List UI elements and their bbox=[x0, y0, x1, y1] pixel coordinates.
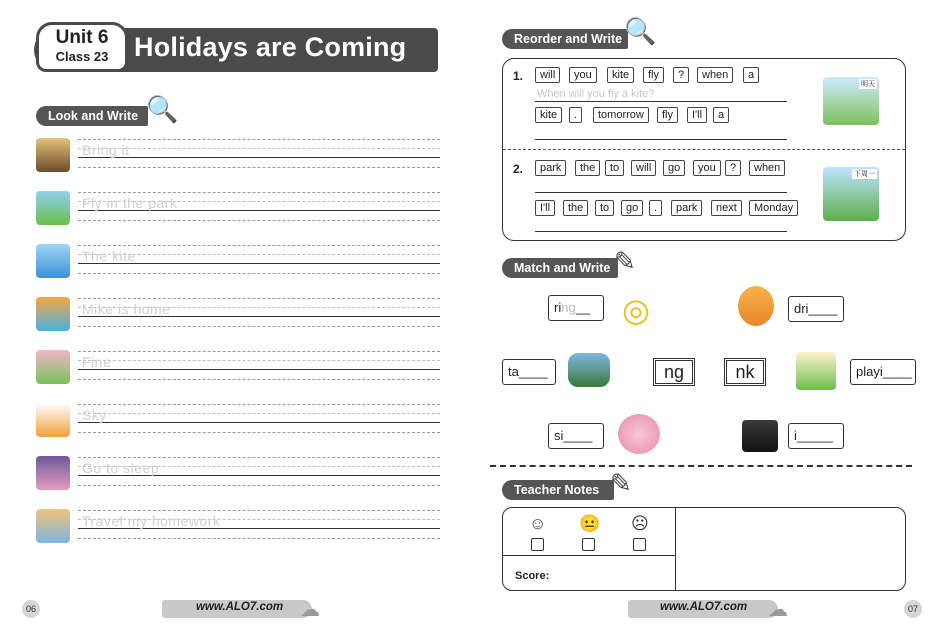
score-label: Score: bbox=[515, 570, 550, 582]
word-tile[interactable]: will bbox=[631, 160, 656, 176]
answer-line[interactable] bbox=[535, 139, 787, 140]
word-tile[interactable]: . bbox=[569, 107, 582, 123]
word-tile[interactable]: go bbox=[621, 200, 643, 216]
answer-line[interactable] bbox=[535, 192, 787, 193]
magnifier-pencil-icon: 🔍 bbox=[146, 94, 179, 124]
writing-lines[interactable] bbox=[78, 245, 440, 277]
pencil-icon: ✎ bbox=[610, 468, 632, 498]
write-row-4 bbox=[36, 297, 440, 337]
word-tile[interactable]: next bbox=[711, 200, 742, 216]
pencils-icon: ✎ bbox=[614, 246, 636, 276]
answer-line[interactable] bbox=[535, 101, 787, 102]
word-tile[interactable]: to bbox=[605, 160, 624, 176]
section-divider bbox=[490, 465, 912, 467]
neutral-checkbox[interactable] bbox=[582, 538, 595, 551]
notes-divider-horizontal bbox=[503, 555, 675, 556]
picture-sign: 明天 bbox=[861, 81, 875, 88]
magnifier-pencil-icon: 🔍 bbox=[624, 16, 657, 46]
look-and-write-tab: Look and Write bbox=[36, 106, 148, 126]
word-tile[interactable]: Monday bbox=[749, 200, 798, 216]
writing-lines[interactable] bbox=[78, 351, 440, 383]
cloud-icon: ☁ bbox=[300, 599, 320, 621]
match-box-dri[interactable]: dri____ bbox=[788, 296, 844, 322]
word-tile[interactable]: ? bbox=[673, 67, 689, 83]
word-tile[interactable]: a bbox=[713, 107, 729, 123]
unit-badge bbox=[36, 22, 128, 72]
word-tile[interactable]: . bbox=[649, 200, 662, 216]
trace-text: Fine bbox=[82, 354, 112, 370]
word-tile[interactable]: you bbox=[569, 67, 597, 83]
word-tile[interactable]: when bbox=[697, 67, 733, 83]
kite-image bbox=[36, 244, 70, 278]
writing-lines[interactable] bbox=[78, 457, 440, 489]
teacher-notes-tab: Teacher Notes bbox=[502, 480, 614, 500]
suitcase-image bbox=[36, 138, 70, 172]
site-url[interactable]: www.ALO7.com bbox=[196, 601, 284, 613]
site-url[interactable]: www.ALO7.com bbox=[660, 601, 748, 613]
answer-line[interactable] bbox=[535, 231, 787, 232]
match-box-ri[interactable]: ring__ bbox=[548, 295, 604, 321]
match-box-playi[interactable]: playi____ bbox=[850, 359, 916, 385]
word-tile[interactable]: will bbox=[535, 67, 560, 83]
word-tile[interactable]: tomorrow bbox=[593, 107, 649, 123]
word-tile[interactable]: the bbox=[563, 200, 588, 216]
match-box-ta[interactable]: ta____ bbox=[502, 359, 556, 385]
computer-image bbox=[36, 456, 70, 490]
reorder-panel bbox=[502, 58, 906, 241]
word-tile[interactable]: park bbox=[671, 200, 702, 216]
trace-text: The kite bbox=[82, 248, 136, 264]
trace-text: Go to sleep bbox=[82, 460, 160, 476]
match-box-si[interactable]: si____ bbox=[548, 423, 604, 449]
word-tile[interactable]: when bbox=[749, 160, 785, 176]
sad-face-icon: ☹ bbox=[631, 514, 649, 533]
writing-lines[interactable] bbox=[78, 404, 440, 436]
write-row-1 bbox=[36, 138, 440, 178]
write-row-7 bbox=[36, 456, 440, 496]
park-scene-image bbox=[823, 167, 879, 221]
match-box-i[interactable]: i_____ bbox=[788, 423, 844, 449]
playing-pigs-image bbox=[796, 352, 836, 390]
sign-image bbox=[36, 403, 70, 437]
notes-divider-vertical bbox=[675, 508, 676, 590]
class-label: Class 23 bbox=[55, 49, 109, 64]
unit-label: Unit 6 bbox=[55, 27, 109, 48]
tank-image bbox=[568, 353, 610, 387]
trace-text: Travel my homework bbox=[82, 513, 221, 529]
word-tile[interactable]: ? bbox=[725, 160, 741, 176]
ring-image: ◎ bbox=[622, 292, 650, 328]
word-tile[interactable]: the bbox=[575, 160, 600, 176]
trace-text: Mike is home bbox=[82, 301, 171, 317]
ending-nk[interactable]: nk bbox=[724, 358, 766, 386]
writing-lines[interactable] bbox=[78, 298, 440, 330]
match-and-write-tab: Match and Write bbox=[502, 258, 618, 278]
park-image bbox=[36, 191, 70, 225]
page-title: Holidays are Coming bbox=[134, 32, 407, 62]
question-separator bbox=[503, 149, 905, 150]
question-number-2: 2. bbox=[513, 162, 524, 176]
right-page bbox=[472, 0, 943, 637]
writing-lines[interactable] bbox=[78, 139, 440, 171]
writing-lines[interactable] bbox=[78, 192, 440, 224]
happy-face-icon: ☺ bbox=[529, 514, 547, 533]
question-number-1: 1. bbox=[513, 69, 524, 83]
page-number: 07 bbox=[904, 600, 922, 618]
word-tile[interactable]: fly bbox=[643, 67, 664, 83]
word-tile[interactable]: you bbox=[693, 160, 721, 176]
pig-image bbox=[36, 350, 70, 384]
word-tile[interactable]: go bbox=[663, 160, 685, 176]
write-row-3 bbox=[36, 244, 440, 284]
word-tile[interactable]: park bbox=[535, 160, 566, 176]
page-number: 06 bbox=[22, 600, 40, 618]
singing-rabbit-image bbox=[618, 414, 660, 454]
trace-text: Fly in the park bbox=[82, 195, 178, 211]
neutral-face-icon: 😐 bbox=[579, 514, 601, 533]
word-tile[interactable]: to bbox=[595, 200, 614, 216]
picture-sign: 下周一 bbox=[854, 171, 875, 178]
write-row-5 bbox=[36, 350, 440, 390]
teacher-notes-panel bbox=[502, 507, 906, 591]
word-tile[interactable]: kite bbox=[535, 107, 562, 123]
left-page bbox=[0, 0, 470, 637]
tiger-drinking-image bbox=[738, 286, 774, 326]
writing-lines[interactable] bbox=[78, 510, 440, 542]
write-row-2 bbox=[36, 191, 440, 231]
write-row-6 bbox=[36, 403, 440, 443]
kite-scene-image bbox=[823, 77, 879, 125]
word-tile[interactable]: fly bbox=[657, 107, 678, 123]
word-tile[interactable]: I'll bbox=[535, 200, 555, 216]
tiger-image bbox=[36, 297, 70, 331]
sad-checkbox[interactable] bbox=[633, 538, 646, 551]
write-row-8 bbox=[36, 509, 440, 549]
word-tile[interactable]: kite bbox=[607, 67, 634, 83]
happy-checkbox[interactable] bbox=[531, 538, 544, 551]
trace-text: Sky bbox=[82, 407, 107, 423]
cloud-icon: ☁ bbox=[768, 599, 788, 621]
ending-ng[interactable]: ng bbox=[653, 358, 695, 386]
word-tile[interactable]: I'll bbox=[687, 107, 707, 123]
reorder-and-write-tab: Reorder and Write bbox=[502, 29, 628, 49]
trace-text: Bring it bbox=[82, 142, 130, 158]
answer-trace: When will you fly a kite? bbox=[537, 88, 655, 100]
ink-bottle-image bbox=[742, 420, 778, 452]
word-tile[interactable]: a bbox=[743, 67, 759, 83]
desk-image bbox=[36, 509, 70, 543]
